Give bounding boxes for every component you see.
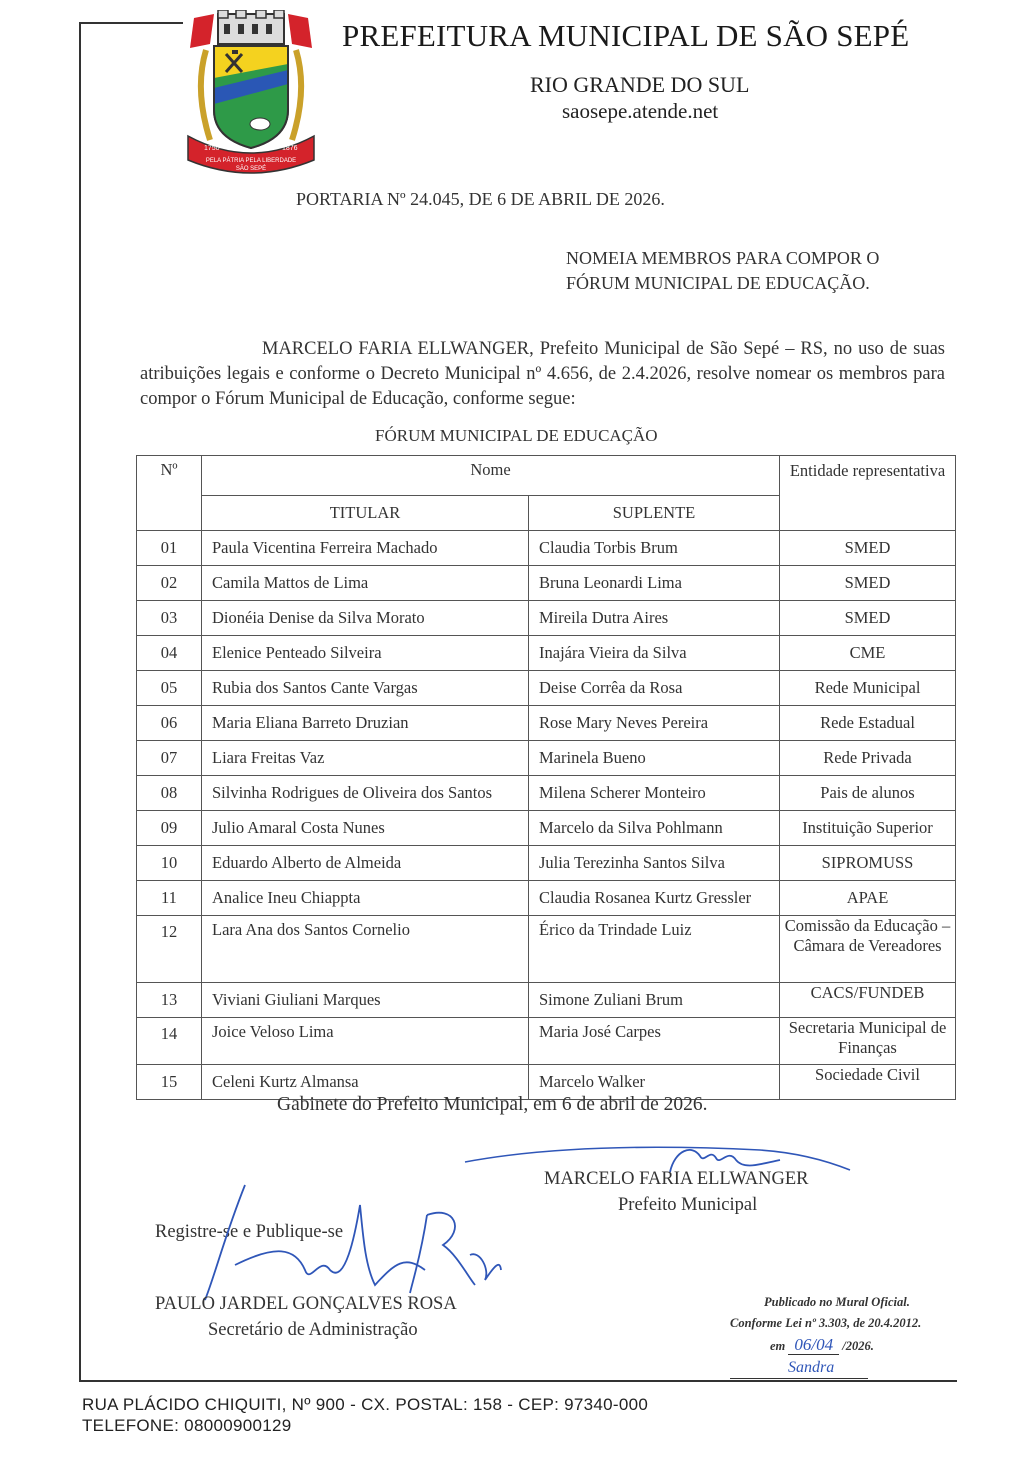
row-suplente: Milena Scherer Monteiro bbox=[529, 776, 780, 811]
row-num: 09 bbox=[137, 811, 202, 846]
row-entidade: Sociedade Civil bbox=[780, 1065, 956, 1100]
header-nome: Nome bbox=[202, 456, 780, 496]
row-entidade: Instituição Superior bbox=[780, 811, 956, 846]
row-titular: Maria Eliana Barreto Druzian bbox=[202, 706, 529, 741]
row-num: 02 bbox=[137, 566, 202, 601]
header-titular: TITULAR bbox=[202, 495, 529, 530]
row-num: 06 bbox=[137, 706, 202, 741]
mayor-name: MARCELO FARIA ELLWANGER bbox=[544, 1169, 809, 1189]
row-num: 04 bbox=[137, 636, 202, 671]
row-suplente: Claudia Torbis Brum bbox=[529, 531, 780, 566]
secretary-role: Secretário de Administração bbox=[208, 1320, 418, 1340]
secretary-name: PAULO JARDEL GONÇALVES ROSA bbox=[155, 1294, 457, 1314]
row-titular: Viviani Giuliani Marques bbox=[202, 983, 529, 1018]
row-entidade: Secretaria Municipal de Finanças bbox=[780, 1018, 956, 1065]
coat-of-arms-icon bbox=[184, 10, 318, 180]
row-suplente: Mireila Dutra Aires bbox=[529, 601, 780, 636]
row-titular: Julio Amaral Costa Nunes bbox=[202, 811, 529, 846]
row-num: 12 bbox=[137, 916, 202, 983]
row-titular: Rubia dos Santos Cante Vargas bbox=[202, 671, 529, 706]
row-entidade: SMED bbox=[780, 601, 956, 636]
table-row bbox=[137, 983, 956, 1018]
members-table bbox=[136, 455, 956, 1100]
stamp-line-1: Publicado no Mural Oficial. bbox=[764, 1295, 910, 1309]
footer-phone: TELEFONE: 08000900129 bbox=[82, 1416, 292, 1435]
stamp-line-2: Conforme Lei nº 3.303, de 20.4.2012. bbox=[730, 1316, 922, 1330]
body-text: MARCELO FARIA ELLWANGER, Prefeito Municipal de São Sepé – RS, no uso de suas atribuições legais e conforme o Decreto Municipal nº 4.656, de 2.4.2026, resolve nomear os membros para compor o Fórum Municipal de Educação, conforme segue: bbox=[140, 339, 945, 409]
row-suplente: Deise Corrêa da Rosa bbox=[529, 671, 780, 706]
table-row bbox=[137, 531, 956, 566]
row-num: 05 bbox=[137, 671, 202, 706]
row-suplente: Simone Zuliani Brum bbox=[529, 983, 780, 1018]
table-row bbox=[137, 671, 956, 706]
header-title: PREFEITURA MUNICIPAL DE SÃO SEPÉ bbox=[342, 18, 910, 53]
row-suplente: Rose Mary Neves Pereira bbox=[529, 706, 780, 741]
row-entidade: Rede Estadual bbox=[780, 706, 956, 741]
row-entidade: CME bbox=[780, 636, 956, 671]
header-state: RIO GRANDE DO SUL bbox=[530, 72, 750, 97]
body-paragraph bbox=[140, 337, 945, 412]
row-suplente: Julia Terezinha Santos Silva bbox=[529, 846, 780, 881]
table-row bbox=[137, 566, 956, 601]
row-suplente: Érico da Trindade Luiz bbox=[529, 916, 780, 983]
table-row bbox=[137, 776, 956, 811]
crest-city-name: SÃO SEPÉ bbox=[235, 166, 267, 172]
row-suplente: Inajára Vieira da Silva bbox=[529, 636, 780, 671]
row-titular: Paula Vicentina Ferreira Machado bbox=[202, 531, 529, 566]
row-titular: Lara Ana dos Santos Cornelio bbox=[202, 916, 529, 983]
row-titular: Celeni Kurtz Almansa bbox=[202, 1065, 529, 1100]
row-titular: Silvinha Rodrigues de Oliveira dos Santos bbox=[202, 776, 529, 811]
page-frame-top bbox=[79, 22, 183, 24]
table-row bbox=[137, 706, 956, 741]
row-entidade: Pais de alunos bbox=[780, 776, 956, 811]
row-num: 07 bbox=[137, 741, 202, 776]
row-entidade: CACS/FUNDEB bbox=[780, 983, 956, 1018]
row-num: 08 bbox=[137, 776, 202, 811]
table-row bbox=[137, 881, 956, 916]
row-suplente: Marinela Bueno bbox=[529, 741, 780, 776]
row-num: 10 bbox=[137, 846, 202, 881]
ementa-line-2: FÓRUM MUNICIPAL DE EDUCAÇÃO. bbox=[566, 273, 870, 293]
gabinete-line: Gabinete do Prefeito Municipal, em 6 de abril de 2026. bbox=[277, 1094, 708, 1115]
row-titular: Joice Veloso Lima bbox=[202, 1018, 529, 1065]
row-entidade: SMED bbox=[780, 566, 956, 601]
mayor-role: Prefeito Municipal bbox=[618, 1195, 758, 1215]
row-entidade: SMED bbox=[780, 531, 956, 566]
row-titular: Eduardo Alberto de Almeida bbox=[202, 846, 529, 881]
table-row bbox=[137, 1018, 956, 1065]
table-row bbox=[137, 741, 956, 776]
row-num: 01 bbox=[137, 531, 202, 566]
row-entidade: APAE bbox=[780, 881, 956, 916]
row-suplente: Claudia Rosanea Kurtz Gressler bbox=[529, 881, 780, 916]
row-suplente: Maria José Carpes bbox=[529, 1018, 780, 1065]
crest-year-right: 1876 bbox=[282, 145, 298, 152]
row-titular: Camila Mattos de Lima bbox=[202, 566, 529, 601]
footer-address: RUA PLÁCIDO CHIQUITI, Nº 900 - CX. POSTAL: 158 - CEP: 97340-000 bbox=[82, 1395, 649, 1414]
table-row bbox=[137, 846, 956, 881]
stamp-signature: Sandra bbox=[730, 1357, 868, 1379]
stamp-date: 06/04 bbox=[788, 1335, 839, 1355]
row-entidade: Rede Privada bbox=[780, 741, 956, 776]
row-suplente: Marcelo Walker bbox=[529, 1065, 780, 1100]
table-caption: FÓRUM MUNICIPAL DE EDUCAÇÃO bbox=[375, 426, 658, 445]
ementa-line-1: NOMEIA MEMBROS PARA COMPOR O bbox=[566, 248, 880, 268]
row-titular: Elenice Penteado Silveira bbox=[202, 636, 529, 671]
publication-stamp bbox=[730, 1292, 970, 1379]
header-suplente: SUPLENTE bbox=[529, 495, 780, 530]
row-suplente: Marcelo da Silva Pohlmann bbox=[529, 811, 780, 846]
page-frame-left bbox=[79, 22, 81, 1380]
header-website: saosepe.atende.net bbox=[562, 99, 719, 123]
header-num: Nº bbox=[137, 456, 202, 531]
registre-line: Registre-se e Publique-se bbox=[155, 1222, 344, 1242]
row-num: 15 bbox=[137, 1065, 202, 1100]
table-row bbox=[137, 916, 956, 983]
header-entidade: Entidade representativa bbox=[780, 456, 956, 531]
crest-year-left: 1750 bbox=[204, 145, 220, 152]
row-titular: Analice Ineu Chiappta bbox=[202, 881, 529, 916]
crest-motto: PELA PÁTRIA PELA LIBERDADE bbox=[205, 158, 297, 164]
row-num: 14 bbox=[137, 1018, 202, 1065]
row-num: 13 bbox=[137, 983, 202, 1018]
row-num: 11 bbox=[137, 881, 202, 916]
row-entidade: Rede Municipal bbox=[780, 671, 956, 706]
table-row bbox=[137, 601, 956, 636]
row-titular: Liara Freitas Vaz bbox=[202, 741, 529, 776]
row-entidade: SIPROMUSS bbox=[780, 846, 956, 881]
table-row bbox=[137, 636, 956, 671]
row-entidade: Comissão da Educação – Câmara de Vereadores bbox=[780, 916, 956, 983]
portaria-title: PORTARIA Nº 24.045, DE 6 DE ABRIL DE 2026. bbox=[296, 189, 665, 209]
row-suplente: Bruna Leonardi Lima bbox=[529, 566, 780, 601]
stamp-date-prefix: em bbox=[770, 1339, 786, 1353]
table-row bbox=[137, 811, 956, 846]
stamp-year: /2026. bbox=[842, 1339, 874, 1353]
row-num: 03 bbox=[137, 601, 202, 636]
row-titular: Dionéia Denise da Silva Morato bbox=[202, 601, 529, 636]
page-frame-bottom bbox=[79, 1380, 957, 1382]
